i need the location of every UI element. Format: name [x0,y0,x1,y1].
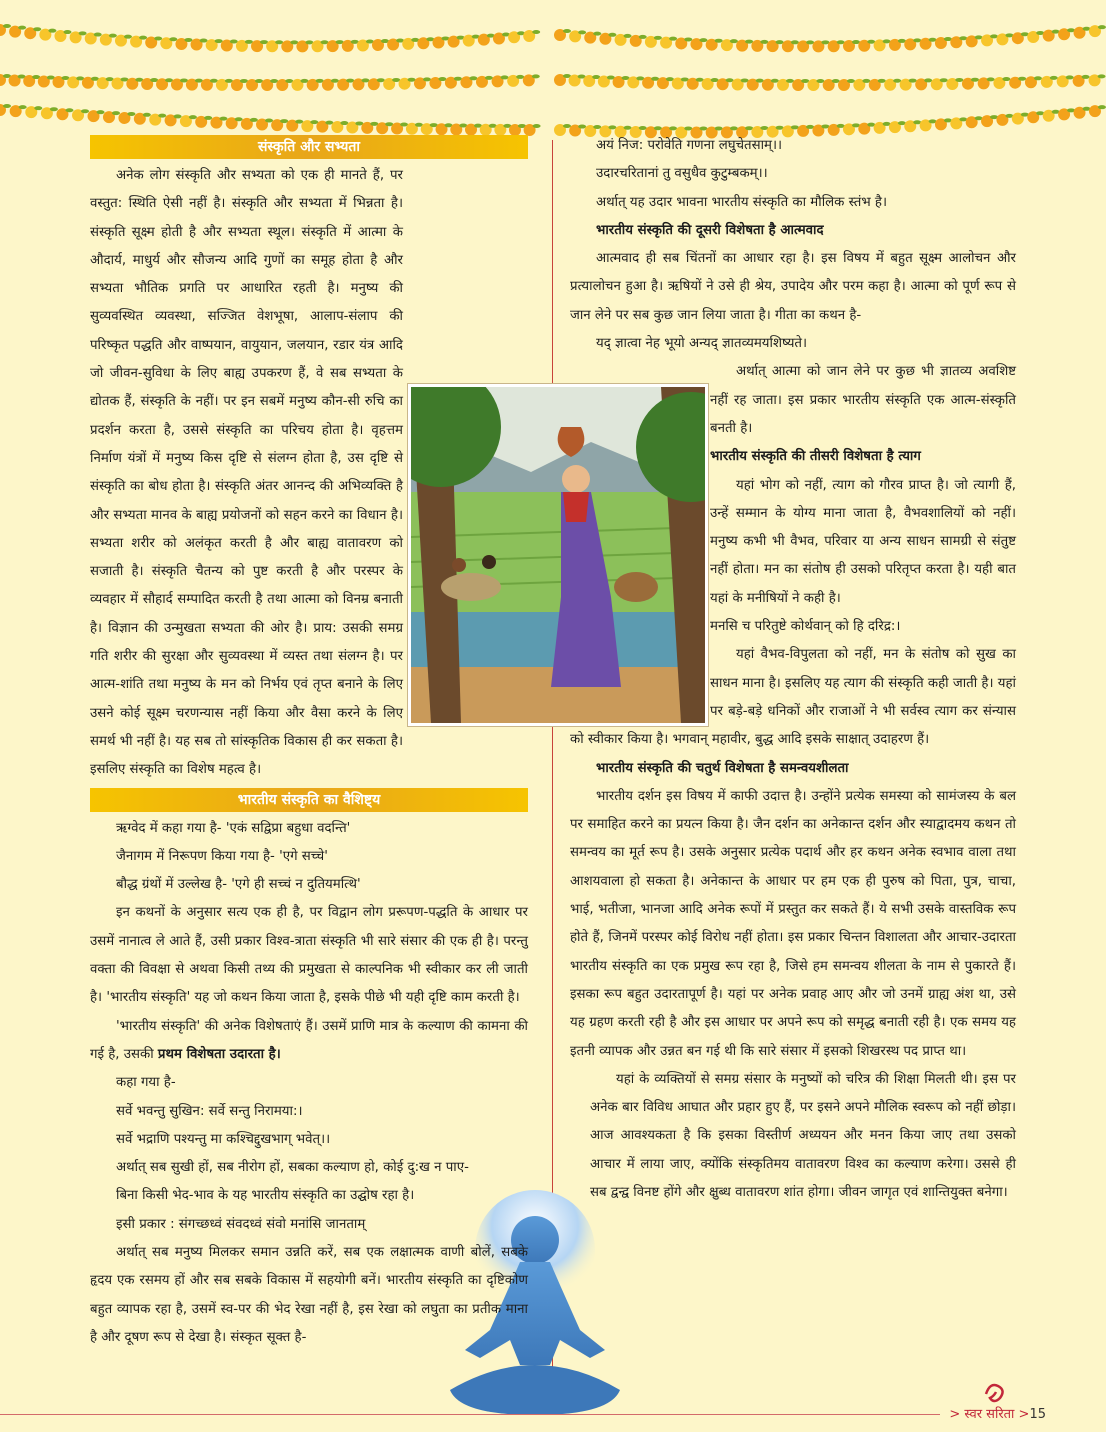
paragraph-text: 'भारतीय संस्कृति' की अनेक विशेषताएं हैं। उसमें प्राणि मात्र के कल्याण की कामना की गई है, उसकी [90,1018,528,1062]
verse-line: यद् ज्ञात्वा नेह भूयो अन्यद् ज्ञातव्यमयशिष्यते। [596,336,808,352]
right-column [570,132,1016,1207]
leaf [65,108,73,112]
paragraph: अर्थात् सब सुखी हों, सब नीरोग हों, सबका कल्याण हो, कोई दु:ख न पाए- [116,1160,469,1176]
leaf [245,40,253,44]
leaf [987,77,995,81]
leaf [325,121,333,125]
paragraph: अनेक लोग संस्कृति और सभ्यता को एक ही मानते हैं, पर वस्तुत: स्थिति ऐसी नहीं है। संस्कृति और सभ्यता में भिन्नता है। संस्कृति सूक्ष्म होती है और सभ्यता स्थूल। संस्कृति में आत्मा के औदार्य, माधुर्य और सौजन्य आदि गुणों का समूह होता है और सभ्यता भौतिक प्रगति पर आधारित रहती है। मनुष्य की सुव्यवस्थित व्यवस्था, सज्जित वेशभूषा, आलाप-संलाप की परिष्कृत पद्धति और वाष्पयान, वायुयान, जलयान, रडार यंत्र आदि जो जीवन-सुविधा के लिए बाह्य उपकरण हैं, वे सब सभ्यता के द्योतक हैं, संस्कृति के नहीं। पर इन सबमें मनुष्य कौन-सी रुचि का प्रदर्शन करता है, उससे संस्कृति का परिचय होता है। वृहत्तम निर्माण यंत्रों में मनुष्य किस दृष्टि से संलग्न होता है, उस दृष्टि से संस्कृति का बोध होता है। संस्कृति अंतर आनन्द की अभिव्यक्ति है और सभ्यता मानव के बाह्य प्रयोजनों को सहन करने का विधान है। सभ्यता शरीर को अलंकृत करती है और बाह्य वातावरण को सजाती है। संस्कृति चैतन्य को पुष्ट करती है और परस्पर के व्यवहार में सौहार्द सम्पादित करती है तथा आत्मा को विनम्र बनाती है। विज्ञान की उन्मुखता सभ्यता की ओर है। प्राय: उसकी समग्र गति शरीर की सुरक्षा और सुव्यवस्था में व्यस्त तथा संलग्न है। पर आत्म-शांति तथा मनुष्य के मन को निर्भय एवं तृप्त बनाने के लिए उसने कोई सूक्ष्म चरणन्यास नहीं किया और वैसा करने के लिए समर्थ भी नहीं है। यह सब तो सांस्कृतिक विकास ही कर सकता है। इसलिए संस्कृति का विशेष महत्व है। [90,168,403,778]
leaf [235,117,243,121]
leaf [847,79,855,83]
leaf [184,38,192,42]
leaf [408,78,416,82]
emphasis-text: प्रथम विशेषता उदारता है। [157,1046,281,1062]
leaf [593,32,601,36]
leaf [699,38,707,42]
leaf [730,39,738,43]
leaf [801,79,809,83]
paragraph: इन कथनों के अनुसार सत्य एक ही है, पर विद्वान लोग प्ररूपण-पद्धति के आधार पर उसमें नानात्व ले आते हैं, उसी प्रकार विश्व-त्राता संस्कृति भी सारे संसार की एक ही है। परन्तु वक्ता की विवक्षा से अथवा किसी तथ्य की प्रमुखता से काल्पनिक भी स्वीकार कर ली जाती है। 'भारतीय संस्कृति' यह जो कथन किया जाता है, इसके पीछे भी यही दृष्टि काम करती है। [90,905,528,1006]
verse-line: मनसि च परितुष्टे कोर्थवान् को हि दरिद्र:। [710,619,901,635]
leaf [608,125,616,129]
magazine-name: > स्वर सरिता > [949,1407,1030,1422]
leaf [563,29,571,33]
paragraph [90,1013,528,1070]
leaf [776,40,784,44]
leaf [1034,76,1042,80]
leaf [940,78,948,82]
leaf [48,29,56,33]
leaf [516,75,524,79]
leaf [893,79,901,83]
leaf [97,110,105,114]
leaf [250,118,258,122]
leaf [816,79,824,83]
leaf [715,39,723,43]
leaf [127,112,135,116]
leaf [578,30,586,34]
leaf [971,78,979,82]
leaf [684,126,692,130]
leaf [19,105,27,109]
leaf [3,24,11,28]
leaf [1050,76,1058,80]
leaf [50,107,58,111]
leaf [1082,75,1090,79]
leaf [295,120,303,124]
leaf [909,79,917,83]
leaf [760,40,768,44]
leaf [280,119,288,123]
leaf [806,40,814,44]
leaf [346,79,354,83]
magazine-logo-icon [982,1378,1010,1406]
leaf [1066,75,1074,79]
leaf [608,33,616,37]
leaf [230,39,238,43]
leaf [669,37,677,41]
leaf [112,111,120,115]
leaf [563,124,571,128]
leaf [501,75,509,79]
verse-line: उदारचरितानां तु वसुधैव कुटुम्बकम्।। [596,166,768,182]
leaf [34,106,42,110]
leaf [139,36,147,40]
leaf [878,79,886,83]
paragraph: यहां के व्यक्तियों से समग्र संसार के मनुष्यों को चरित्र की शिक्षा मिलती थी। इस पर अनेक बार विविध आघात और प्रहार हुए हैं, पर इसने अपने मौलिक स्वरूप को नहीं छोड़ा। आज आवश्यकता है कि इसका विस्तीर्ण अध्ययन और मनन किया जाए तथा उसको आचार में लाया जाए, क्योंकि संस्कृतिमय वातावरण विश्व का कल्याण करेगा। उससे ही सब द्वन्द्व विनष्ट होंगे और क्षुब्ध वातावरण शांत होगा। जीवन जागृत एवं शान्तियुक्त बनेगा। [590,1071,1016,1200]
leaf [109,34,117,38]
leaf [1098,74,1106,78]
leaf [639,126,647,130]
leaf [310,120,318,124]
leaf [1002,77,1010,81]
paragraph: भारतीय दर्शन इस विषय में काफी उदात्त है। उन्होंने प्रत्येक समस्या को सामंजस्य के बल पर समाहित करने का प्रयत्न किया है। जैन दर्शन का अनेकान्त दर्शन और स्याद्वादमय कथन तो समन्वय का मूर्त रूप है। उसके अनुसार प्रत्येक पदार्थ और हर कथन अनेक स्वभाव वाला तथा आशयवाला हो सकता है। अनेकान्त के आधार पर हम एक ही पुरुष को पिता, पुत्र, चाचा, भाई, भतीजा, भानजा आदि अनेक रूपों में प्रस्तुत कर सकते हैं। ये सभी उसके वास्तविक रूप होते हैं, जिनमें परस्पर कोई विरोध नहीं होता। इस प्रकार चिन्तन विशालता और आचार-उदारता भारतीय संस्कृति का एक प्रमुख रूप रहा है, जिसे हम समन्वय शीलता के नाम से पुकारते हैं। इसका रूप बहुत उदारतापूर्ण है। यहां पर अनेक प्रवाह आए और जो उनमें ग्राह्य अंश था, उसे यह ग्रहण करती रही है और इस आधार पर अपने रूप को समृद्ध बनाती रही है। एक समय यह इतनी व्यापक और उन्नत बन गई थी कि सारे संसार में इसको शिखरस्थ पद प्राप्त था। [570,788,1016,1059]
left-column [90,132,528,1352]
leaf [174,114,182,118]
leaf [154,36,162,40]
leaf [955,78,963,82]
leaf [423,77,431,81]
leaf [18,26,26,30]
quote-line: बौद्ध ग्रंथों में उल्लेख है- 'एगे ही सच्चं न दुतियमत्थि' [116,877,361,893]
leaf [94,33,102,37]
leaf [469,76,477,80]
leaf [533,124,541,128]
subheading: भारतीय संस्कृति की चतुर्थ विशेषता है समन्वयशीलता [596,760,849,776]
leaf [79,31,87,35]
leaf [454,77,462,81]
leaf [532,74,540,78]
leaf [624,34,632,38]
leaf [3,104,11,108]
leaf [204,116,212,120]
leaf [63,30,71,34]
leaf [639,35,647,39]
page-number: 15 [1029,1407,1046,1422]
verse-line: अयं निज: परोवेति गणना लघुचेतसाम्।। [596,138,783,153]
leaf [821,40,829,44]
leaf [786,79,794,83]
leaf [791,40,799,44]
leaf [392,78,400,82]
leaf [377,78,385,82]
leaf [654,36,662,40]
leaf [361,78,369,82]
leaf [1098,25,1106,29]
leaf [33,27,41,31]
leaf [532,30,540,34]
leaf [745,40,753,44]
subheading: भारतीय संस्कृति की तीसरी विशेषता है त्याग [710,449,921,465]
leaf [169,37,177,41]
leaf [189,115,197,119]
leaf [265,119,273,123]
leaf [124,35,132,39]
text-line: बिना किसी भेद-भाव के यह भारतीय संस्कृति का उद्घोष रहा है। [116,1188,415,1204]
leaf [654,126,662,130]
paragraph: आत्मवाद ही सब चिंतनों का आधार रहा है। इस विषय में बहुत सूक्ष्म आलोचन और प्रत्यालोचन हुआ है। ऋषियों ने उसे ही श्रेय, उपादेय और परम कहा है। आत्मा को पूर्ण रूप से जान लेने पर सब कुछ जान लिया जाता है। गीता का कथन है- [570,251,1016,323]
leaf [669,126,677,130]
leaf [593,125,601,129]
section-heading-bar: संस्कृति और सभ्यता [90,135,528,159]
leaf [438,77,446,81]
subheading: भारतीय संस्कृति की दूसरी विशेषता है आत्मवाद [596,222,824,238]
verse-line: सर्वे भवन्तु सुखिन: सर्वे सन्तु निरामया:। [116,1103,303,1119]
text-line: अर्थात् यह उदार भावना भारतीय संस्कृति का मौलिक स्तंभ है। [596,194,888,210]
paragraph: अर्थात् आत्मा को जान लेने पर कुछ भी ज्ञातव्य अवशिष्ट नहीं रह जाता। इस प्रकार भारतीय संस्कृति एक आत्म-संस्कृति बनती है। [710,364,1016,436]
paragraph: यहां भोग को नहीं, त्याग को गौरव प्राप्त है। जो त्यागी हैं, उन्हें सम्मान के योग्य माना जाता है, वैभवशालियों को नहीं। मनुष्य कभी भी वैभव, परिवार या अन्य साधन सामग्री से संतुष्ट नहीं होता। मन का संतोष ही उसको परितृप्त करता है। यही बात यहां के मनीषियों ने कही है। [710,477,1016,606]
paragraph: अर्थात् सब मनुष्य मिलकर समान उन्नति करें, सब एक लक्षात्मक वाणी बोलें, सबके हृदय एक रसमय हों और सब सबके विकास में सहयोगी बनें। भारतीय संस्कृति का दृष्टिकोण बहुत व्यापक रहा है, उसमें स्व-पर की भेद रेखा नहीं है, इस रेखा को लघुता का प्रतीक माना है और दूषण रूप से देखा है। संस्कृत सूक्त है- [90,1244,528,1345]
leaf [200,39,208,43]
leaf [1098,105,1106,109]
quote-line: जैनागम में निरूपण किया गया है- 'एगे सच्चे' [116,848,328,864]
leaf [832,79,840,83]
text-line: कहा गया है- [116,1075,176,1091]
leaf [578,125,586,129]
verse-line: इसी प्रकार : संगच्छध्वं संवदध्वं संवो मनांसि जानताम् [116,1216,366,1232]
verse-line: सर्वे भद्राणि पश्यन्तु मा कश्चिद्दुखभाग् भवेत्।। [116,1131,331,1147]
leaf [158,114,166,118]
footer-rule [0,1414,940,1415]
leaf [1018,77,1026,81]
quote-line: ऋग्वेद में कहा गया है- 'एकं सद्विप्रा बहुधा वदन्ति' [116,820,351,836]
leaf [862,79,870,83]
leaf [485,76,493,80]
leaf [81,109,89,113]
painting-float-spacer [403,402,528,787]
painting-float-spacer [570,358,710,718]
leaf [624,126,632,130]
leaf [215,39,223,43]
leaf [143,113,151,117]
page-footer [945,1404,1050,1422]
leaf [684,37,692,41]
leaf [924,78,932,82]
section-heading-bar: भारतीय संस्कृति का वैशिष्ट्य [90,788,528,812]
leaf [219,117,227,121]
paragraph: यहां वैभव-विपुलता को नहीं, मन के संतोष को सुख का साधन माना है। इसलिए यह त्याग की संस्कृति कही जाती है। यहां पर बड़े-बड़े धनिकों और राजाओं ने भी सर्वस्व त्याग कर संन्यास को स्वीकार किया है। भगवान् महावीर, बुद्ध आदि इसके साक्षात् उदाहरण हैं। [570,647,1016,748]
